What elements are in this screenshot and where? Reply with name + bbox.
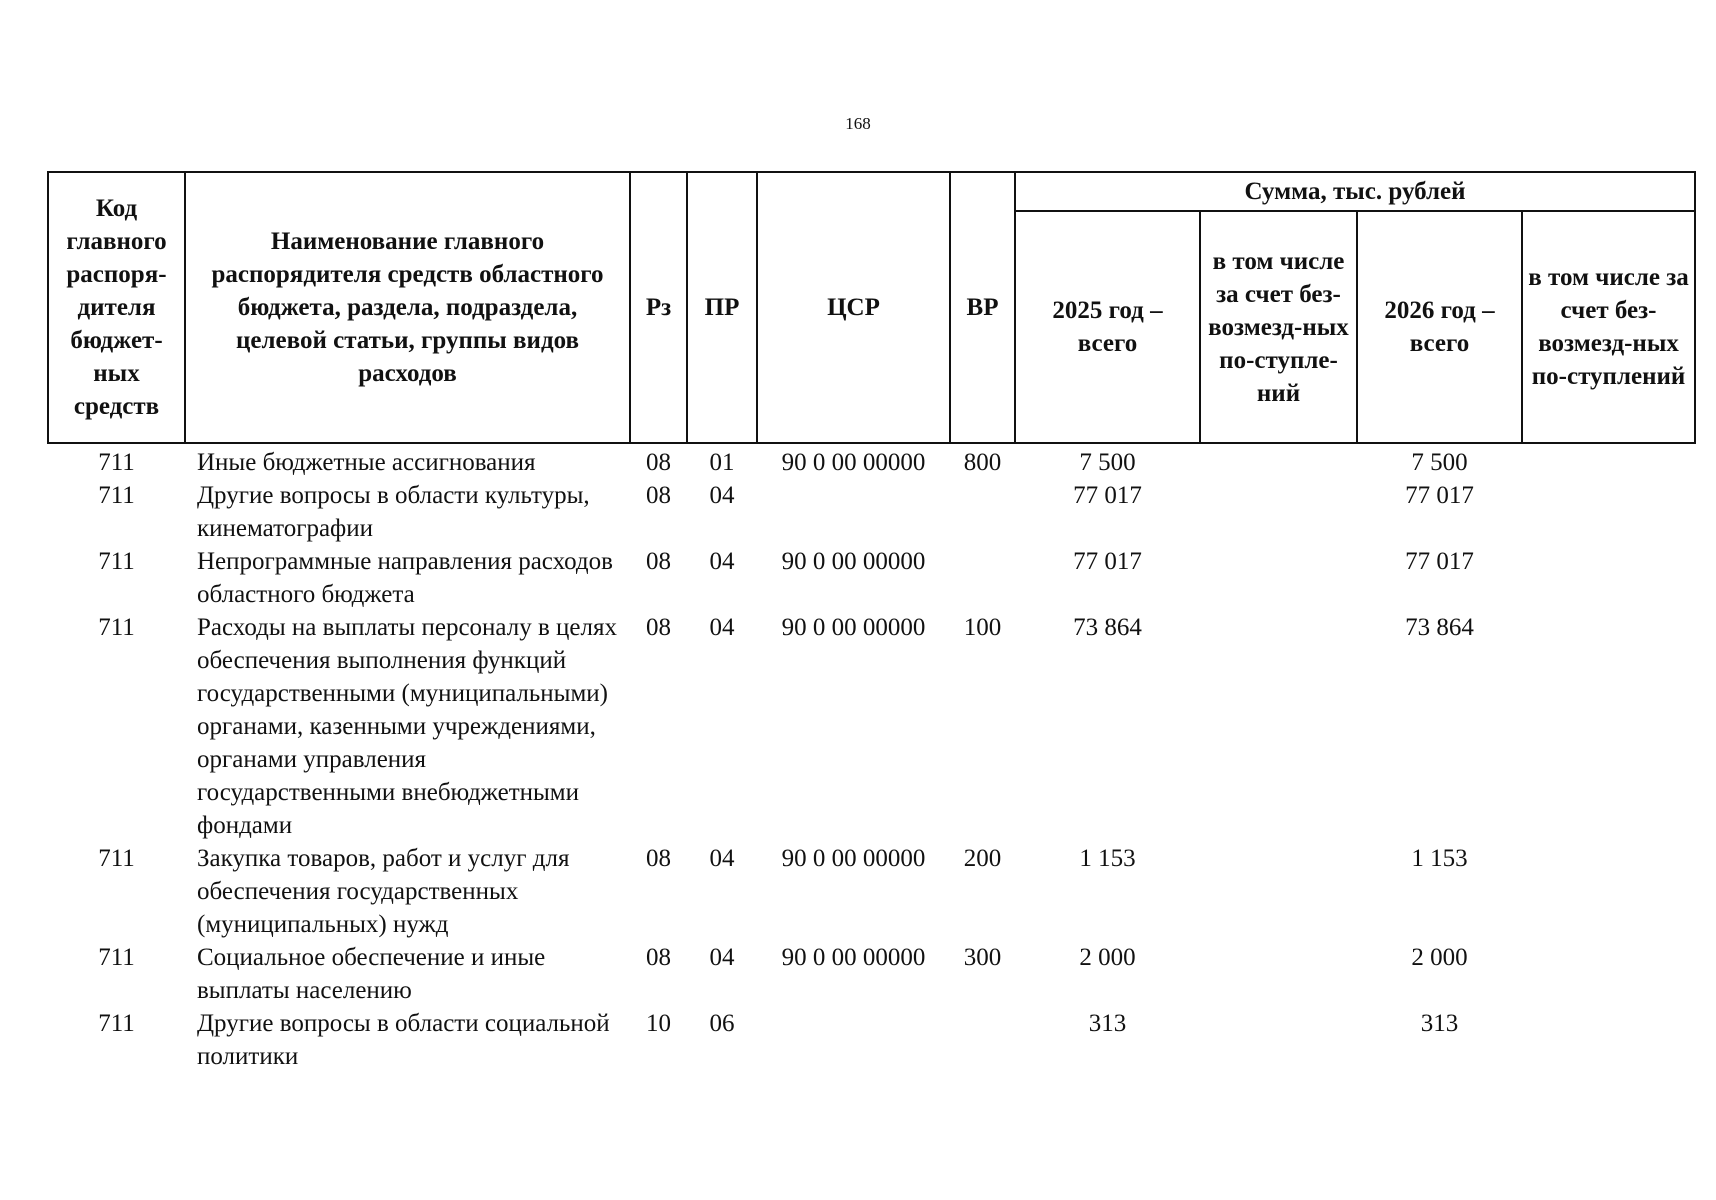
header-2025-grants: в том числе за счет без-возмезд-ных по-ступле-ний xyxy=(1200,211,1357,443)
cell-pr: 04 xyxy=(709,944,735,971)
cell-2025-total: 2 000 xyxy=(1079,944,1136,971)
cell-csr: 90 0 00 00000 xyxy=(781,449,926,476)
table-row xyxy=(48,1007,1695,1073)
cell-code: 711 xyxy=(98,449,135,476)
cell-csr: 90 0 00 00000 xyxy=(781,548,926,575)
cell-2026-grants xyxy=(1522,842,1695,941)
cell-name: Закупка товаров, работ и услуг для обеспечения государственных (муниципальных) нужд xyxy=(197,845,570,938)
cell-2025-total: 77 017 xyxy=(1073,548,1142,575)
cell-rz: 08 xyxy=(646,548,671,575)
cell-2025-grants xyxy=(1200,842,1357,941)
table-row xyxy=(48,443,1695,479)
cell-2026-total: 7 500 xyxy=(1411,449,1468,476)
cell-rz: 08 xyxy=(646,614,671,641)
table-row xyxy=(48,545,1695,611)
cell-code: 711 xyxy=(98,548,135,575)
cell-rz: 10 xyxy=(646,1010,671,1037)
cell-2025-grants xyxy=(1200,443,1357,479)
cell-csr xyxy=(757,1007,950,1073)
cell-pr: 04 xyxy=(709,614,735,641)
cell-vr: 200 xyxy=(963,845,1002,872)
cell-csr: 90 0 00 00000 xyxy=(781,845,926,872)
cell-2025-total: 1 153 xyxy=(1079,845,1136,872)
cell-name: Непрограммные направления расходов областного бюджета xyxy=(197,548,613,608)
cell-2026-total: 73 864 xyxy=(1405,614,1474,641)
cell-2025-total: 313 xyxy=(1088,1010,1127,1037)
header-vr: ВР xyxy=(950,172,1015,443)
cell-2025-total: 77 017 xyxy=(1073,482,1142,509)
header-sum: Сумма, тыс. рублей xyxy=(1015,172,1695,211)
table-body xyxy=(48,443,1695,1073)
table-row xyxy=(48,479,1695,545)
cell-vr xyxy=(950,545,1015,611)
cell-pr: 04 xyxy=(709,548,735,575)
cell-code: 711 xyxy=(98,944,135,971)
cell-2026-grants xyxy=(1522,611,1695,842)
header-code: Код главного распоря-дителя бюджет-ных средств xyxy=(48,172,185,443)
cell-2025-total: 73 864 xyxy=(1073,614,1142,641)
cell-2026-total: 77 017 xyxy=(1405,482,1474,509)
header-rz: Рз xyxy=(630,172,687,443)
header-2025-total: 2025 год – всего xyxy=(1015,211,1200,443)
cell-2025-total: 7 500 xyxy=(1079,449,1136,476)
cell-2025-grants xyxy=(1200,545,1357,611)
table-row xyxy=(48,842,1695,941)
header-csr: ЦСР xyxy=(757,172,950,443)
cell-csr: 90 0 00 00000 xyxy=(781,944,926,971)
cell-rz: 08 xyxy=(646,482,671,509)
cell-2026-grants xyxy=(1522,443,1695,479)
cell-rz: 08 xyxy=(646,449,671,476)
cell-2026-total: 2 000 xyxy=(1411,944,1468,971)
cell-name: Социальное обеспечение и иные выплаты населению xyxy=(197,944,546,1004)
cell-pr: 04 xyxy=(709,482,735,509)
cell-2026-grants xyxy=(1522,479,1695,545)
cell-2026-grants xyxy=(1522,941,1695,1007)
cell-code: 711 xyxy=(98,614,135,641)
cell-pr: 04 xyxy=(709,845,735,872)
cell-code: 711 xyxy=(98,1010,135,1037)
cell-2025-grants xyxy=(1200,479,1357,545)
cell-vr: 300 xyxy=(963,944,1002,971)
cell-vr xyxy=(950,1007,1015,1073)
cell-csr xyxy=(757,479,950,545)
cell-vr: 100 xyxy=(963,614,1002,641)
cell-pr: 06 xyxy=(709,1010,735,1037)
cell-code: 711 xyxy=(98,482,135,509)
cell-pr: 01 xyxy=(709,449,735,476)
cell-2026-total: 313 xyxy=(1420,1010,1459,1037)
header-2026-grants: в том числе за счет без-возмезд-ных по-ступлений xyxy=(1522,211,1695,443)
cell-2026-grants xyxy=(1522,545,1695,611)
header-name: Наименование главного распорядителя средств областного бюджета, раздела, подраздела, целевой статьи, группы видов расходов xyxy=(185,172,630,443)
cell-code: 711 xyxy=(98,845,135,872)
cell-name: Иные бюджетные ассигнования xyxy=(197,449,536,476)
cell-name: Другие вопросы в области культуры, кинематографии xyxy=(197,482,590,542)
table-row xyxy=(48,941,1695,1007)
table-header xyxy=(48,172,1695,443)
header-2026-total: 2026 год – всего xyxy=(1357,211,1522,443)
table-row xyxy=(48,611,1695,842)
cell-rz: 08 xyxy=(646,845,671,872)
cell-vr: 800 xyxy=(963,449,1002,476)
cell-rz: 08 xyxy=(646,944,671,971)
cell-name: Расходы на выплаты персоналу в целях обеспечения выполнения функций государственными (муниципальными) органами, казенными учреждениями, органами управления государственными внебюджетными фондами xyxy=(197,614,617,839)
cell-csr: 90 0 00 00000 xyxy=(781,614,926,641)
cell-2025-grants xyxy=(1200,1007,1357,1073)
cell-name: Другие вопросы в области социальной политики xyxy=(197,1010,610,1070)
header-pr: ПР xyxy=(687,172,757,443)
cell-2025-grants xyxy=(1200,941,1357,1007)
page-number: 168 xyxy=(845,114,871,133)
cell-2025-grants xyxy=(1200,611,1357,842)
budget-table xyxy=(47,171,1696,1073)
cell-2026-grants xyxy=(1522,1007,1695,1073)
cell-2026-total: 1 153 xyxy=(1411,845,1468,872)
cell-2026-total: 77 017 xyxy=(1405,548,1474,575)
cell-vr xyxy=(950,479,1015,545)
